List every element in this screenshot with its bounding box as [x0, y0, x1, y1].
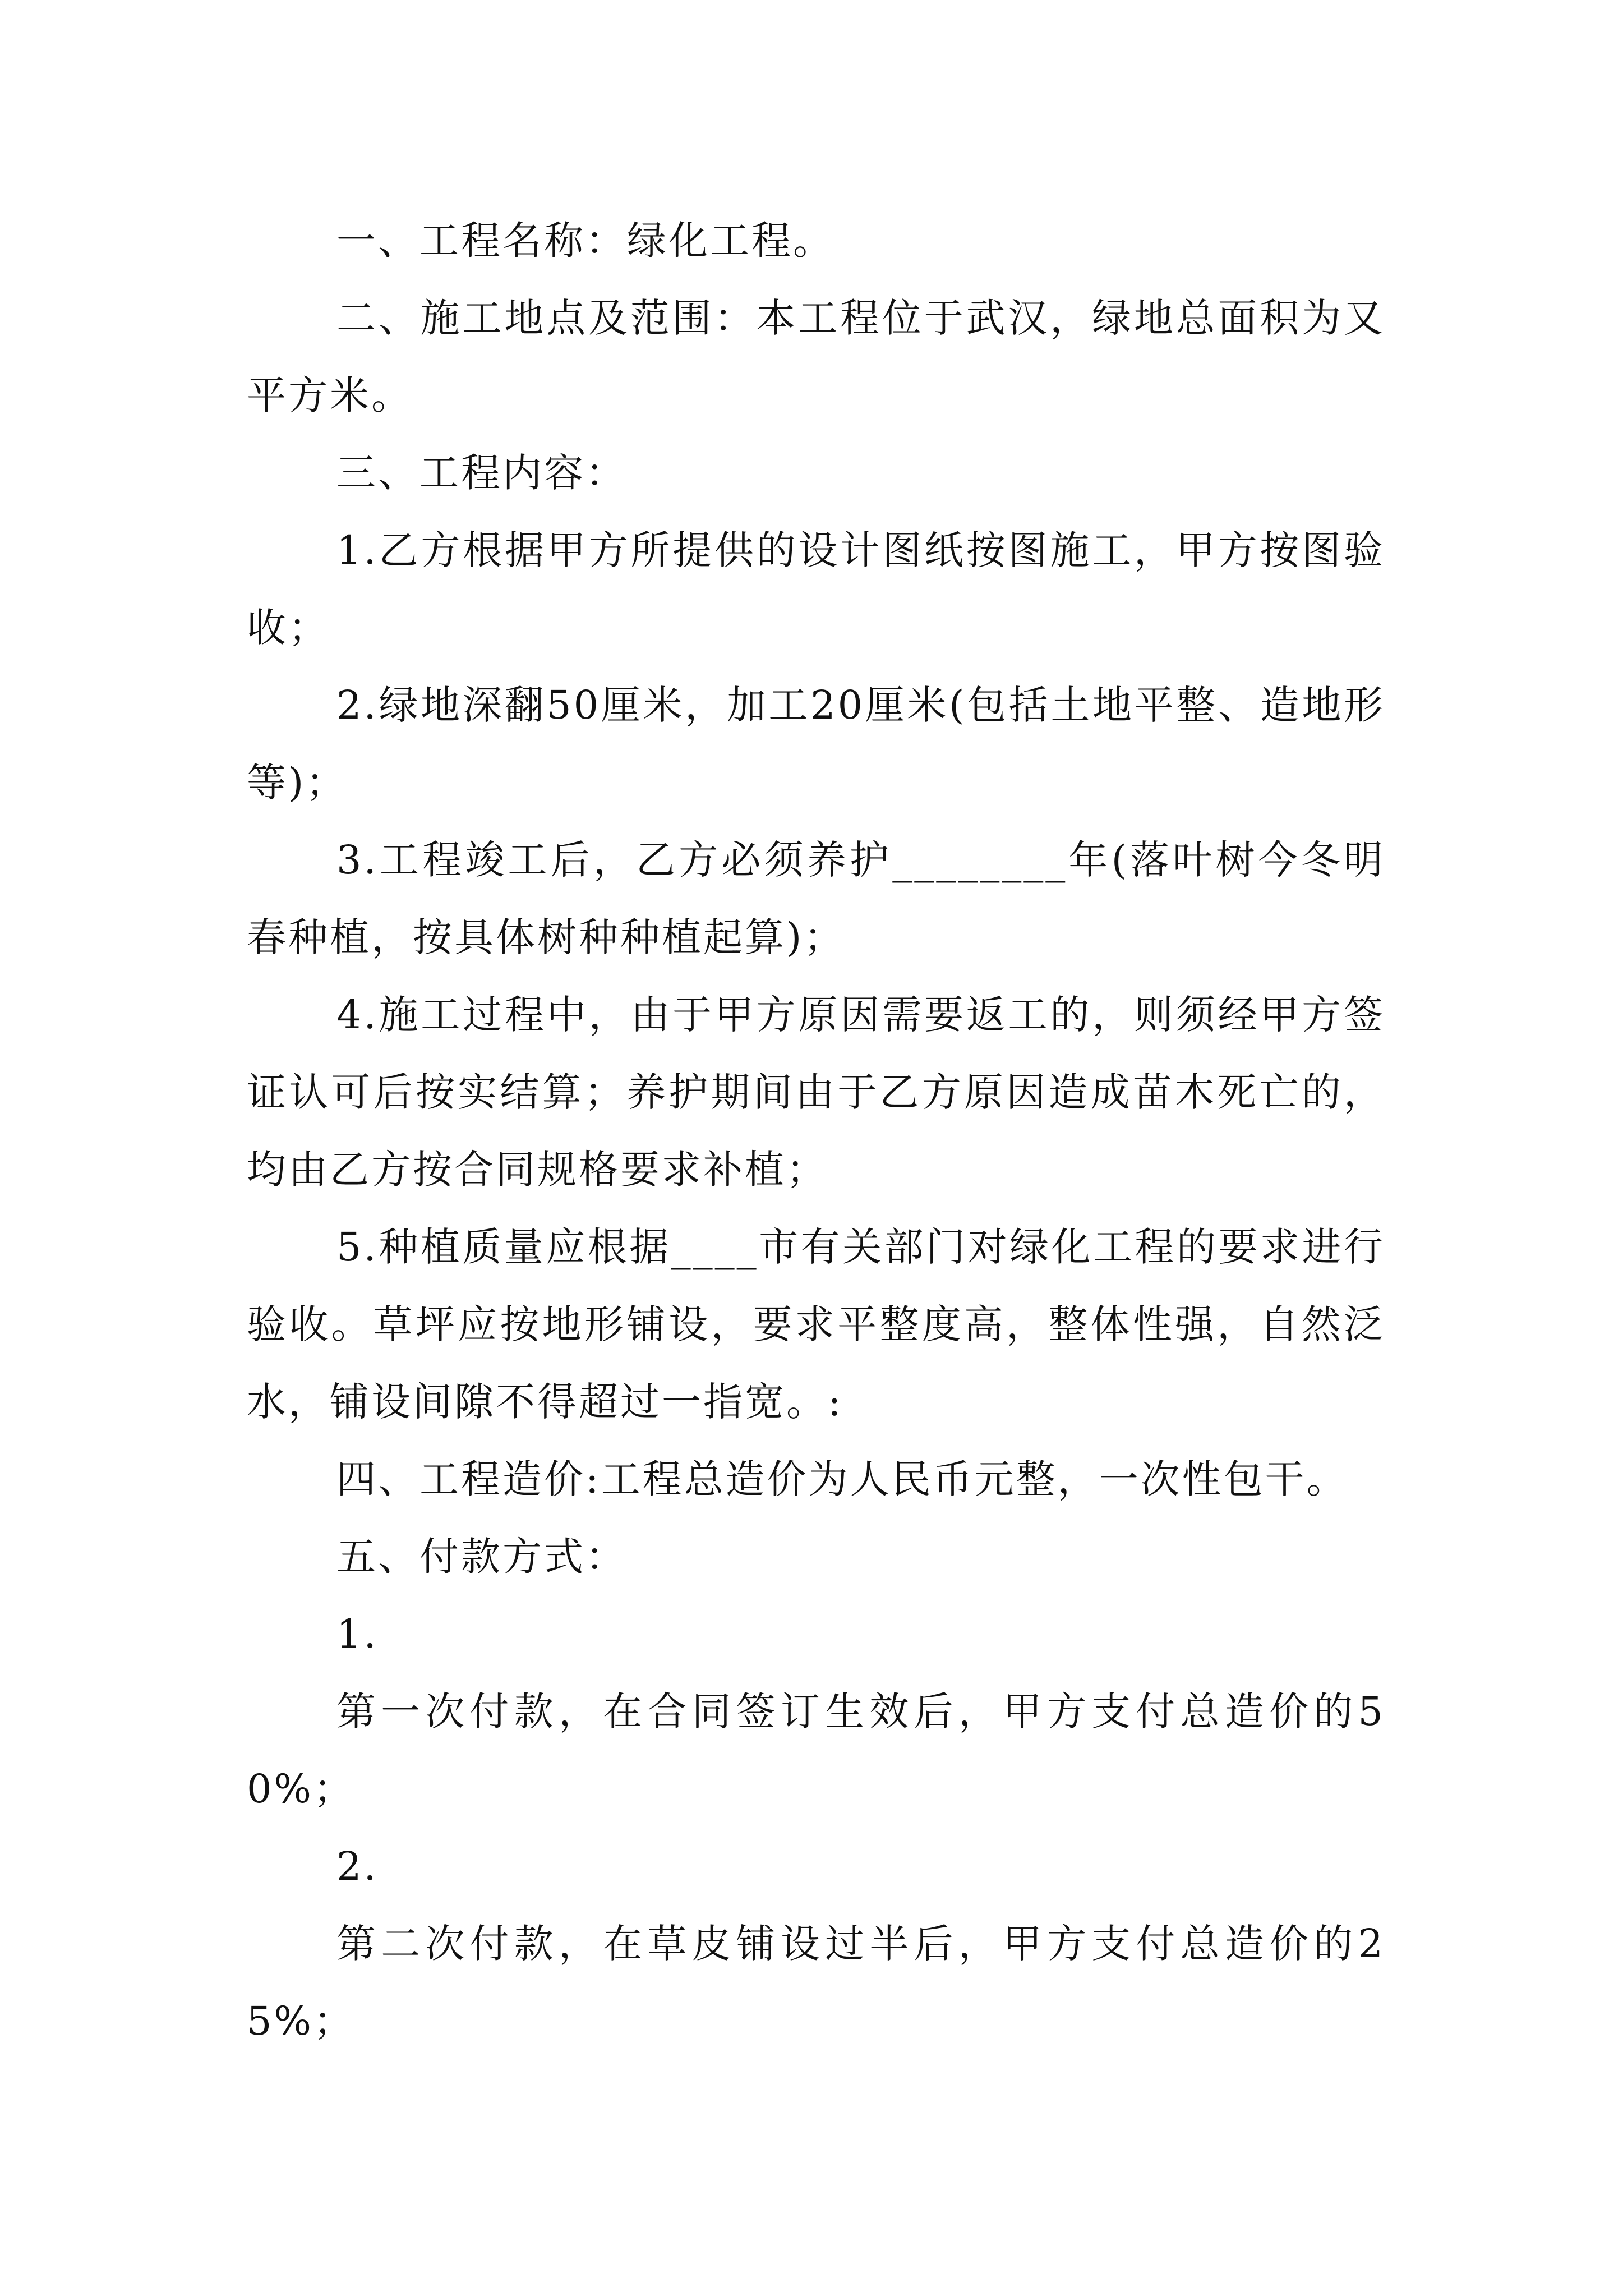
content-item-2: 2.绿地深翻50厘米，加工20厘米(包括土地平整、造地形等)； — [247, 682, 1385, 806]
payment-item-1: 第一次付款，在合同签订生效后，甲方支付总造价的50%； — [247, 1688, 1385, 1812]
section-title-content: 三、工程内容： — [336, 450, 627, 496]
document-body — [247, 202, 1385, 2060]
section-title-project-name: 一、工程名称：绿化工程。 — [336, 218, 834, 264]
content-item-1: 1.乙方根据甲方所提供的设计图纸按图施工，甲方按图验收； — [247, 527, 1385, 651]
section-title-payment: 五、付款方式： — [336, 1534, 627, 1580]
payment-item-number-2: 2. — [336, 1843, 379, 1889]
payment-item-2: 第二次付款，在草皮铺设过半后，甲方支付总造价的25%； — [247, 1921, 1385, 2044]
section-title-cost: 四、工程造价:工程总造价为人民币元整，一次性包干。 — [336, 1456, 1348, 1502]
content-item-4: 4.施工过程中，由于甲方原因需要返工的，则须经甲方签证认可后按实结算；养护期间由于乙方原因造成苗木死亡的，均由乙方按合同规格要求补植； — [247, 992, 1385, 1193]
content-item-3: 3.工程竣工后，乙方必须养护________年(落叶树今冬明春种植，按具体树种种植起算)； — [247, 837, 1385, 960]
payment-item-number-1: 1. — [336, 1611, 379, 1657]
content-item-5: 5.种植质量应根据____市有关部门对绿化工程的要求进行验收。草坪应按地形铺设，要求平整度高，整体性强，自然泛水，铺设间隙不得超过一指宽。: — [247, 1224, 1385, 1425]
section-title-location: 二、施工地点及范围：本工程位于武汉，绿地总面积为又平方米。 — [247, 295, 1385, 418]
